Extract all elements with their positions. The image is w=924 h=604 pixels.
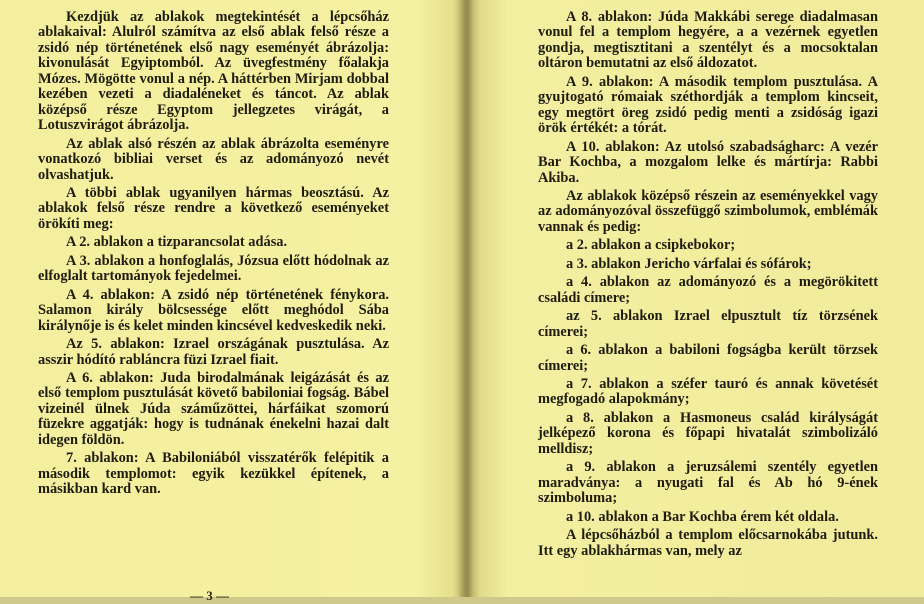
list-item: az 5. ablakon Izrael elpusztult tíz törzsének címerei; xyxy=(538,308,878,340)
page-number: — 3 — xyxy=(190,588,229,603)
paragraph: Az 5. ablakon: Izrael országának pusztulása. Az asszir hódító rabláncra füzi Izrael fiait. xyxy=(38,336,389,368)
paragraph: Az ablak alsó részén az ablak ábrázolta eseményre vonatkozó bibliai verset és az adományozó nevét olvashatjuk. xyxy=(38,135,389,183)
paragraph: A 8. ablakon: Júda Makkábi serege diadalmasan vonul fel a templom hegyére, a a vezérnek egyetlen gondja, megtisztitani a szentélyt és a mocsoktalan oltáron bemutatni az első áldozatot. xyxy=(538,9,878,72)
paragraph: A 4. ablakon: A zsidó nép történetének fénykora. Salamon király bölcsessége előtt meghódol Sába királynője is és kelet minden kincsével kedveskedik neki. xyxy=(38,286,389,334)
paragraph: Kezdjük az ablakok megtekintését a lépcsőház ablakaival: Alulról számítva az első ablak felső része a zsidó nép történetének első nagy eseményét ábrázolja: kivonulását Egyiptomból. Az üvegfestmény főalakja Mózes. Mögötte vonul a nép. A háttérben Mirjam dobbal kezében vezeti a diadaléneket és táncot. Az ablak középső része Egyptom jellegzetes virágát, a Lotuszvirágot ábrázolja. xyxy=(38,9,389,134)
paragraph: A többi ablak ugyanilyen hármas beosztású. Az ablakok felső része rendre a következő eseményeket örökíti meg: xyxy=(38,184,389,232)
book-gutter xyxy=(458,0,480,597)
list-item: a 2. ablakon a csipkebokor; xyxy=(566,237,736,254)
list-item: a 3. ablakon Jericho várfalai és sófárok; xyxy=(566,255,812,272)
list-item: a 9. ablakon a jeruzsálemi szentély egyetlen maradványa: a nyugati fal és Ab hó 9-ének szimboluma; xyxy=(538,459,878,507)
right-page xyxy=(538,10,878,562)
paragraph: A 2. ablakon a tizparancsolat adása. xyxy=(66,234,288,251)
paragraph: A 6. ablakon: Juda birodalmának leigázását és az első templom pusztulását követő babiloniai fogság. Bábel vizeinél ülnek Júda száműzöttei, hárfáikat szomorú füzekre aggatják: hogy is tudnának énekelni hazai dalt idegen földön. xyxy=(38,369,389,448)
paragraph: A lépcsőházból a templom előcsarnokába jutunk. Itt egy ablakhármas van, mely az xyxy=(538,527,878,559)
list-item: a 8. ablakon a Hasmoneus család királyságát jelképező korona és főpapi hivatalát szimbolizáló melldisz; xyxy=(538,409,878,457)
paragraph: A 10. ablakon: Az utolsó szabadságharc: A vezér Bar Kochba, a mozgalom lelke és mártírja: Rabbi Akiba. xyxy=(538,138,878,186)
paragraph: A 3. ablakon a honfoglalás, Józsua előtt hódolnak az elfoglalt tartományok fejedelmei. xyxy=(38,252,389,285)
paragraph: A 9. ablakon: A második templom pusztulása. A gyujtogató rómaiak széthordják a templom kincseit, egy megtört öreg zsidó pedig menti a zsidóság igazi örök értékét: a tórát. xyxy=(538,73,878,137)
left-page xyxy=(38,10,389,501)
list-item: a 7. ablakon a széfer tauró és annak követését megfogadó alapokmány; xyxy=(538,375,878,408)
paragraph: 7. ablakon: A Babiloniából visszatérők felépitik a második templomot: egyik kezükkel építenek, a másikban kard van. xyxy=(38,450,389,498)
list-item: a 6. ablakon a babiloni fogságba került törzsek címerei; xyxy=(538,342,878,374)
list-item: a 10. ablakon a Bar Kochba érem két oldala. xyxy=(566,508,839,525)
list-item: a 4. ablakon az adományozó és a megörökitett családi címere; xyxy=(538,274,878,306)
paragraph: Az ablakok középső részein az eseményekkel vagy az adományozóval összefüggő szimbolumok, emblémák vannak és pedig: xyxy=(538,187,878,235)
